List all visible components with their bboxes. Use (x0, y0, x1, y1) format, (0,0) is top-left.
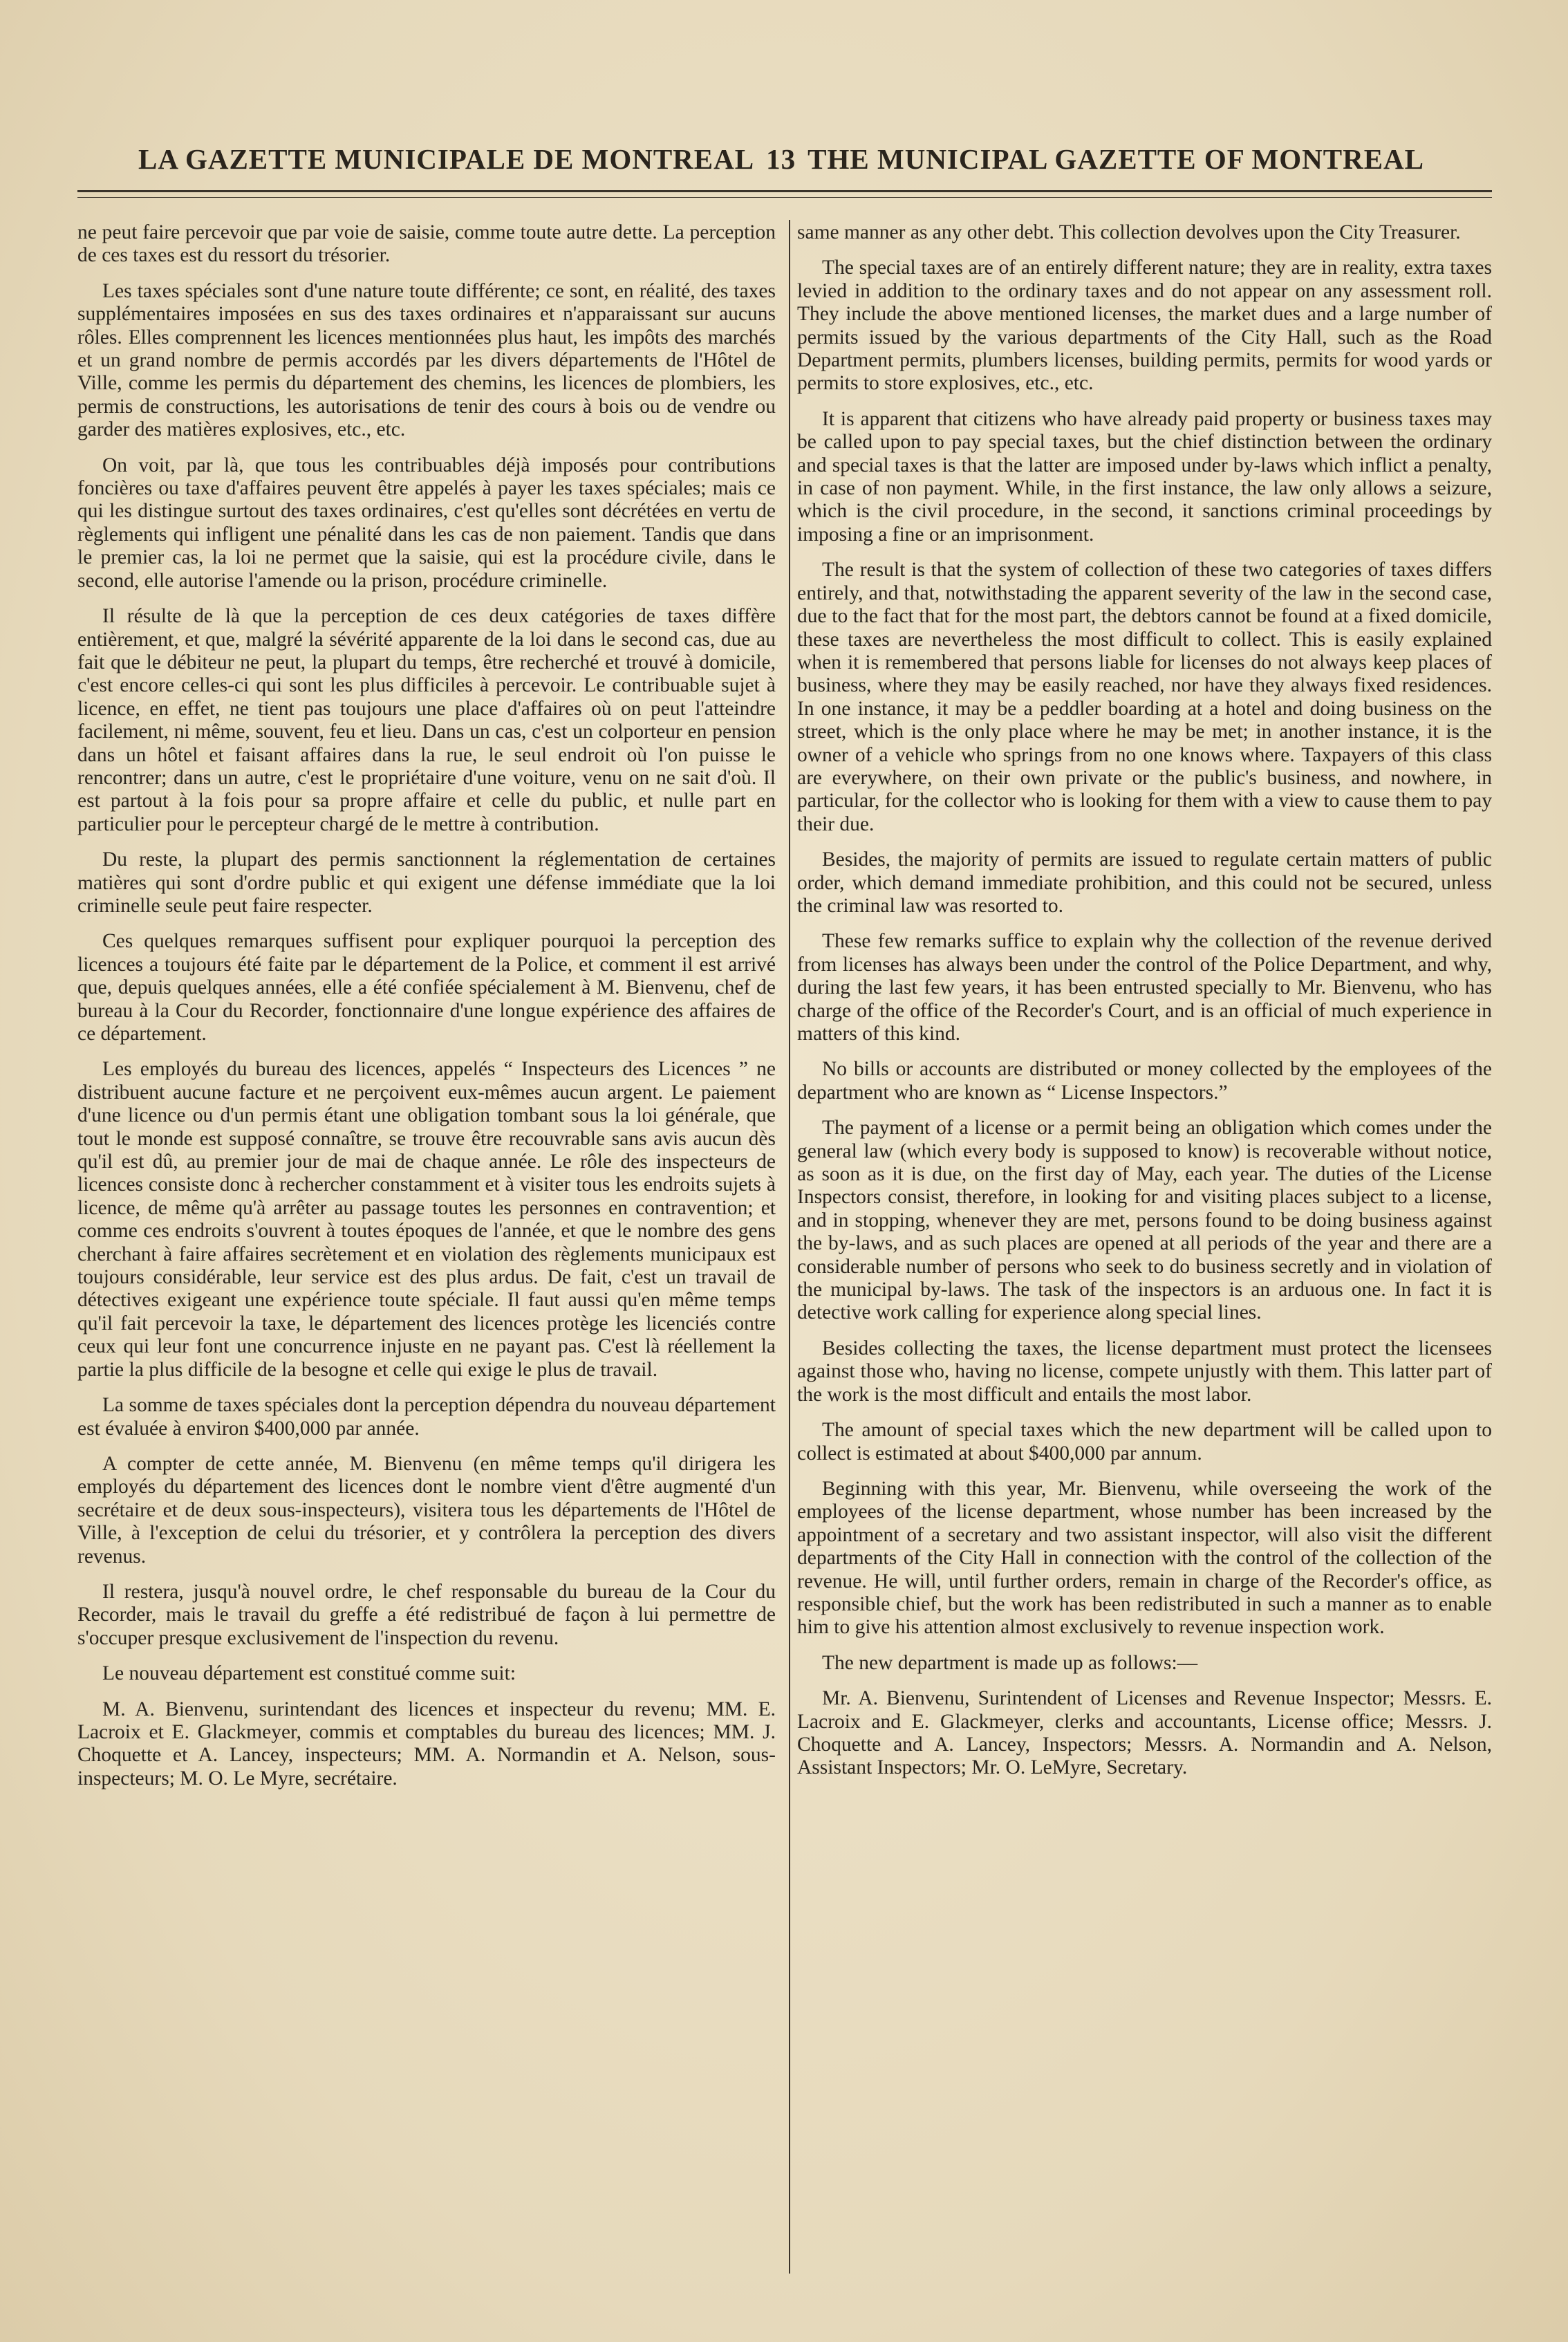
english-paragraph: The payment of a license or a permit being an obligation which comes under the general law (which every body is supposed to know) is recoverable without notice, as soon as it is due, on the first day of May, each year. The duties of the License Inspectors consist, therefore, in looking for and visiting places subject to a license, and in stopping, whenever they are met, persons found to be doing business against the by-laws, and as such places are opened at all periods of the year and there are a considerable number of persons who seek to do business secretly and in violation of the municipal by-laws. The task of the inspectors is an arduous one. In fact it is detective work calling for experience along special lines. (797, 1117, 1492, 1324)
english-paragraph: The new department is made up as follows:— (822, 1651, 1198, 1674)
french-paragraph: ne peut faire percevoir que par voie de saisie, comme toute autre dette. La perception de ces taxes est du ressort du trésorier. (77, 221, 776, 267)
french-paragraph: La somme de taxes spéciales dont la perception dépendra du nouveau département est évaluée à environ $400,000 par année. (77, 1394, 776, 1440)
french-paragraph: A compter de cette année, M. Bienvenu (en même temps qu'il dirigera les employés du département des licences dont le nombre vient d'être augmenté d'un secrétaire et de deux sous-inspecteurs), visitera tous les départements de l'Hôtel de Ville, à l'exception de celui du trésorier, et y contrôlera la perception des divers revenus. (77, 1452, 776, 1568)
french-paragraph: M. A. Bienvenu, surintendant des licences et inspecteur du revenu; MM. E. Lacroix et E. Glackmeyer, commis et comptables du bureau des licences; MM. J. Choquette et A. Lancey, inspecteurs; MM. A. Normandin et A. Nelson, sous-inspecteurs; M. O. Le Myre, secrétaire. (77, 1698, 776, 1790)
english-paragraph: Besides, the majority of permits are issued to regulate certain matters of public order, which demand immediate prohibition, and this could not be secured, unless the criminal law was resorted to. (797, 848, 1492, 917)
english-paragraph: The amount of special taxes which the new department will be called upon to collect is estimated at about $400,000 par annum. (797, 1419, 1492, 1465)
running-head (138, 138, 1424, 180)
header-title-french: LA GAZETTE MUNICIPALE DE MONTREAL (138, 143, 755, 175)
english-paragraph: It is apparent that citizens who have already paid property or business taxes may be called upon to pay special taxes, but the chief distinction between the ordinary and special taxes is that the latter are imposed under by-laws which inflict a penalty, in case of non payment. While, in the first instance, the law only allows a seizure, which is the civil procedure, in the second, it sanctions criminal proceedings by imposing a fine or an imprisonment. (797, 407, 1492, 546)
english-paragraph: These few remarks suffice to explain why the collection of the revenue derived from licenses has always been under the control of the Police Department, and why, during the last few years, it has been entrusted specially to Mr. Bienvenu, who has charge of the office of the Recorder's Court, and is an official of much experience in matters of this kind. (797, 930, 1492, 1045)
french-column (77, 221, 776, 2289)
english-paragraph: No bills or accounts are distributed or money collected by the employees of the department who are known as “ License Inspectors.” (797, 1058, 1492, 1104)
header-rule-thick (77, 190, 1492, 192)
english-paragraph: Besides collecting the taxes, the license department must protect the licensees against those who, having no license, compete unjustly with them. This latter part of the work is the most difficult and entails the most labor. (797, 1337, 1492, 1406)
french-paragraph: Les taxes spéciales sont d'une nature toute différente; ce sont, en réalité, des taxes supplémentaires imposées en sus des taxes ordinaires et n'apparaissant sur aucuns rôles. Elles comprennent les licences mentionnées plus haut, les impôts des marchés et un grand nombre de permis accordés par les divers départements de l'Hôtel de Ville, comme les permis du département des chemins, les licences de plombiers, les permis de constructions, les autorisations de tenir des cours à bois ou de vendre ou garder des matières explosives, etc., etc. (77, 279, 776, 441)
french-paragraph: Du reste, la plupart des permis sanctionnent la réglementation de certaines matières qui sont d'ordre public et qui exigent une défense immédiate que la loi criminelle seule peut faire respecter. (77, 848, 776, 917)
column-divider (789, 220, 790, 2274)
french-paragraph: Il résulte de là que la perception de ces deux catégories de taxes diffère entièrement, et que, malgré la sévérité apparente de la loi dans le second cas, due au fait que le débiteur ne peut, la plupart du temps, être recherché et trouvé à domicile, c'est encore celles-ci qui sont les plus difficiles à percevoir. Le contribuable sujet à licence, en effet, ne tient pas toujours une place d'affaires où on peut l'atteindre facilement, ni même, souvent, feu et lieu. Dans un cas, c'est un colporteur en pension dans un hôtel et faisant affaires dans la rue, le seul endroit où l'on puisse le rencontrer; dans un autre, c'est le propriétaire d'une voiture, venu on ne sait d'où. Il est partout à la fois pour sa propre affaire et celle du public, et nulle part en particulier pour le percepteur chargé de le mettre à contribution. (77, 605, 776, 835)
french-paragraph: Ces quelques remarques suffisent pour expliquer pourquoi la perception des licences a toujours été faite par le département de la Police, et comment il est arrivé que, depuis quelques années, elle a été confiée spécialement à M. Bienvenu, chef de bureau à la Cour du Recorder, fonctionnaire d'une longue expérience des affaires de ce département. (77, 930, 776, 1045)
english-column (797, 221, 1492, 2289)
header-title-english: THE MUNICIPAL GAZETTE OF MONTREAL (808, 143, 1424, 175)
page-number: 13 (766, 143, 796, 175)
french-paragraph: On voit, par là, que tous les contribuables déjà imposés pour contributions foncières ou taxe d'affaires peuvent être appelés à payer les taxes spéciales; mais ce qui les distingue surtout des taxes ordinaires, c'est qu'elles sont décrétées en vertu de règlements qui infligent une pénalité dans les cas de non paiement. Tandis que dans le premier cas, la loi ne permet que la saisie, qui est la procédure civile, dans le second, elle autorise l'amende ou la prison, procédure criminelle. (77, 454, 776, 592)
header-rule-thin (77, 197, 1492, 198)
french-paragraph: Les employés du bureau des licences, appelés “ Inspecteurs des Licences ” ne distribuent aucune facture et ne perçoivent eux-mêmes aucun argent. Le paiement d'une licence ou d'un permis étant une obligation tombant sous la loi générale, que tout le monde est supposé connaître, se trouve être recouvrable sans avis aucun dès qu'il est dû, au premier jour de mai de chaque année. Le rôle des inspecteurs de licences consiste donc à rechercher constamment et à visiter tous les endroits sujets à licence, de même qu'à arrêter au passage toutes les personnes en contravention; et comme ces endroits s'ouvrent à toutes époques de l'année, et que le nombre des gens cherchant à faire affaires secrètement et en violation des règlements municipaux est toujours considérable, leur service est des plus ardus. De fait, c'est un travail de détectives exigeant une expérience toute spéciale. Il faut aussi qu'en même temps qu'il fait percevoir la taxe, le département des licences protège les licenciés contre ceux qui leur font une concurrence injuste en ne payant pas. C'est là réellement la partie la plus difficile de la besogne et celle qui exige le plus de travail. (77, 1058, 776, 1381)
french-paragraph: Le nouveau département est constitué comme suit: (102, 1662, 516, 1685)
english-paragraph: The result is that the system of collection of these two categories of taxes differs entirely, and that, notwithstading the apparent severity of the law in the second case, due to the fact that for the most part, the debtors cannot be found at a fixed domicile, these taxes are nevertheless the most difficult to collect. This is easily explained when it is remembered that persons liable for licenses do not always keep places of business, where they may be easily reached, nor have they always fixed residences. In one instance, it may be a peddler boarding at a hotel and doing business on the street, which is the only place where he may be met; in another instance, it is the owner of a vehicle who springs from no one knows where. Taxpayers of this class are everywhere, on their own private or the public's business, and nowhere, in particular, for the collector who is looking for them with a view to cause them to pay their due. (797, 559, 1492, 835)
english-paragraph: same manner as any other debt. This collection devolves upon the City Treasurer. (797, 221, 1461, 243)
english-paragraph: Mr. A. Bienvenu, Surintendent of Licenses and Revenue Inspector; Messrs. E. Lacroix and E. Glackmeyer, clerks and accountants, License office; Messrs. J. Choquette and A. Lancey, Inspectors; Messrs. A. Normandin and A. Nelson, Assistant Inspectors; Mr. O. LeMyre, Secretary. (797, 1687, 1492, 1779)
english-paragraph: Beginning with this year, Mr. Bienvenu, while overseeing the work of the employees of the license department, whose number has been increased by the appointment of a secretary and two assistant inspector, will also visit the different departments of the City Hall in connection with the control of the collection of the revenue. He will, until further orders, remain in charge of the Recorder's office, as responsible chief, but the work has been redistributed in such a manner as to enable him to give his attention almost exclusively to revenue inspection work. (797, 1477, 1492, 1639)
english-paragraph: The special taxes are of an entirely different nature; they are in reality, extra taxes levied in addition to the ordinary taxes and do not appear on any assessment roll. They include the above mentioned licenses, the market dues and a large number of permits issued by the various departments of the City Hall, such as the Road Department permits, plumbers licenses, building permits, permits for wood yards or permits to store explosives, etc., etc. (797, 257, 1492, 395)
french-paragraph: Il restera, jusqu'à nouvel ordre, le chef responsable du bureau de la Cour du Recorder, mais le travail du greffe a été redistribué de façon à lui permettre de s'occuper presque exclusivement de l'inspection du revenu. (77, 1580, 776, 1649)
